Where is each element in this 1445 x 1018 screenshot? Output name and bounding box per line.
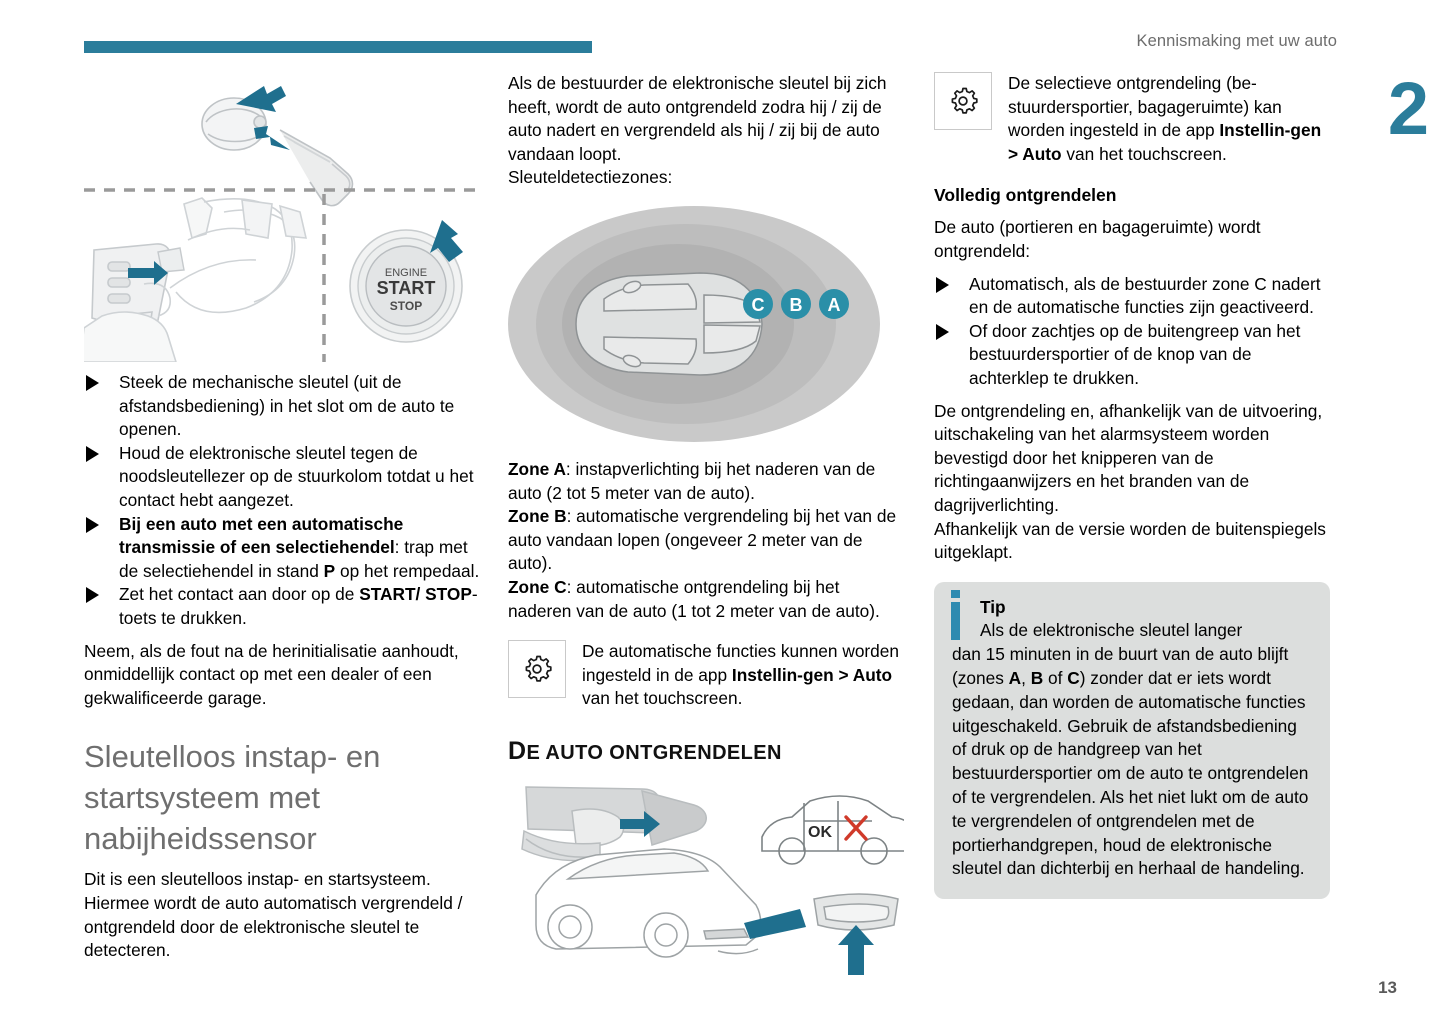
subheading-full-unlock: Volledig ontgrendelen [934, 185, 1117, 206]
header-rule [84, 41, 592, 53]
list-item [934, 320, 1330, 391]
info-icon [951, 602, 960, 640]
column2-intro-line: Sleuteldetectiezones: [508, 167, 673, 188]
column-3 [934, 72, 1330, 899]
stop-label: STOP [389, 299, 423, 313]
column-1 [84, 72, 480, 963]
list-item-text: Steek de mechanische sleutel (uit de afstandsbediening) in het slot om de auto te openen. [119, 372, 455, 440]
tip-first-line: Als de elektronische sleutel langer [980, 620, 1243, 641]
list-item [84, 442, 480, 513]
section-title-rest: E AUTO ONTGRENDELEN [526, 741, 782, 764]
svg-text:A: A [827, 294, 841, 315]
list-item-text: Of door zachtjes op de buitengreep van het bestuurdersportier of de knop van de achterklep te drukken. [969, 320, 1301, 388]
column3-paragraph-1: De auto (portieren en bagageruimte) wordt ontgrendeld: [934, 217, 1261, 261]
section-title-unlock-car [508, 737, 904, 766]
start-label: START [376, 278, 436, 298]
gear-icon [934, 72, 992, 130]
svg-text:B: B [789, 294, 803, 315]
settings-note-text-column2: De automatische functies kunnen worden ingesteld in de app Instellin-gen > Auto van het touchscreen. [582, 641, 900, 709]
section-title-first-letter: D [508, 736, 527, 765]
svg-text:C: C [751, 294, 765, 315]
column2-intro-paragraph: Als de bestuurder de elektronische sleutel bij zich heeft, wordt de auto ontgrendeld zodra hij / zij de auto nadert en vergrendeld als hij / zij bij de auto vandaan loopt. [508, 73, 887, 164]
column3-paragraph-2: De ontgrendeling en, afhankelijk van de uitvoering, uitschakeling van het alarmsysteem worden bevestigd door het knipperen van de richtingaanwijzers en het branden van de dagrijverlichting. [934, 400, 1323, 515]
ok-label: OK [808, 823, 832, 841]
bullet-triangle-icon [86, 375, 99, 391]
list-item-text: Zet het contact aan door op de START/ STOP-toets te drukken. [119, 584, 478, 628]
column1-section-paragraph: Dit is een sleutelloos instap- en startsysteem. Hiermee wordt de auto automatisch vergrendeld / ontgrendeld door de elektronische sleutel te detecteren. [84, 869, 463, 961]
page-number: 13 [1378, 978, 1397, 997]
tip-title: Tip [980, 596, 1006, 617]
gear-icon [508, 640, 566, 698]
bullet-triangle-icon [86, 446, 99, 462]
bullet-triangle-icon [86, 517, 99, 533]
mechanical-key-and-start-stop-illustration [84, 72, 480, 362]
list-item-text: Bij een auto met een automatische transmissie of een selectiehendel: trap met de selectiehendel in stand P op het rempedaal. [119, 513, 480, 581]
section-title-keyless: Sleutelloos instap- en startsysteem met nabijheidssensor [84, 739, 381, 857]
door-handle-and-tailgate-unlock-illustration [508, 775, 904, 983]
bullet-triangle-icon [936, 324, 949, 340]
column1-paragraph: Neem, als de fout na de herinitialisatie aanhoudt, onmiddellijk contact op met een dealer of een gekwalificeerde garage. [84, 640, 459, 708]
engine-label: ENGINE [384, 267, 428, 279]
column3-paragraph-3: Afhankelijk van de versie worden de buitenspiegels uitgeklapt. [934, 518, 1326, 563]
key-detection-zones-diagram [508, 199, 904, 449]
list-item [84, 583, 480, 630]
zone-a-description: Zone A: instapverlichting bij het naderen van de auto (2 tot 5 meter van de auto). [508, 458, 876, 503]
settings-note-column2 [508, 640, 904, 711]
zone-b-description: Zone B: automatische vergrendeling bij het van de auto vandaan lopen (ongeveer 2 meter van de auto). [508, 506, 897, 574]
list-item-text: Houd de elektronische sleutel tegen de noodsleutellezer op de stuurkolom totdat u het contact hebt aangezet. [119, 442, 474, 510]
list-item [84, 371, 480, 442]
selective-unlock-note [934, 72, 1330, 166]
chapter-number: 2 [1387, 67, 1427, 150]
list-item [934, 273, 1330, 320]
selective-unlock-note-text: De selectieve ontgrendeling (be-stuurdersportier, bagageruimte) kan worden ingesteld in de app Instellin-gen > Auto van het touchscreen. [1008, 73, 1322, 164]
bullet-triangle-icon [936, 277, 949, 293]
zone-c-description: Zone C: automatische ontgrendeling bij het naderen van de auto (1 tot 2 meter van de auto). [508, 576, 880, 621]
list-item-text: Automatisch, als de bestuurder zone C nadert en de automatische functies zijn geactiveerd. [969, 273, 1321, 318]
page-title: Kennismaking met uw auto [1136, 32, 1337, 50]
list-item [84, 513, 480, 584]
bullet-triangle-icon [86, 587, 99, 603]
tip-body: dan 15 minuten in de buurt van de auto blijft (zones A, B of C) zonder dat er iets wordt gedaan, dan worden de automatische functies uitgeschakeld. Gebruik de afstandsbediening of druk op de handgreep van het bestuurdersportier om de auto te ontgrendelen of te vergrendelen. Als het niet lukt om de auto te vergrendelen of ontgrendelen met de portierhandgrepen, houd de elektronische sleutel dan dichterbij en herhaal de handeling. [952, 644, 1309, 879]
tip-box [934, 582, 1330, 900]
column-2 [508, 72, 904, 983]
